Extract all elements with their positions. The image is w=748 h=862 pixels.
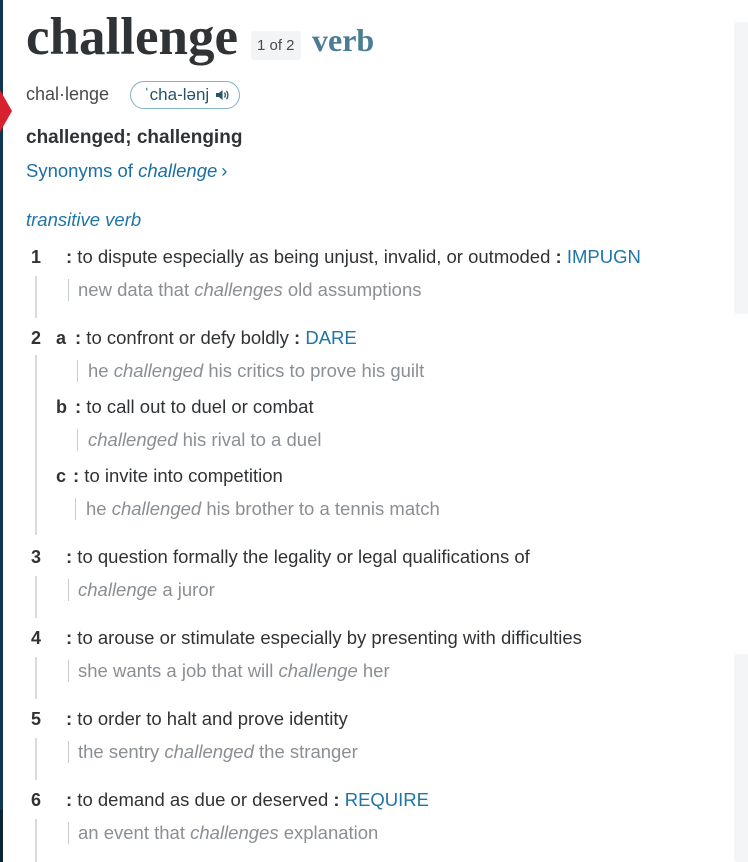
- sense-number: 5: [31, 709, 42, 729]
- sense-number: 1: [31, 247, 42, 267]
- cross-reference-link[interactable]: DARE: [305, 327, 357, 348]
- right-rail-panel-lower: [734, 654, 748, 862]
- headword: challenge: [26, 8, 238, 66]
- example-sentence: he challenged his brother to a tennis match: [86, 498, 440, 519]
- sense-guide-line: [35, 276, 37, 318]
- synonyms-link-word: challenge: [138, 160, 218, 181]
- cross-reference-link[interactable]: REQUIRE: [344, 789, 430, 810]
- example-sentence: he challenged his critics to prove his guilt: [88, 360, 425, 381]
- example-marker: [68, 741, 69, 763]
- sense-number: 4: [31, 628, 42, 648]
- sense-letter: b: [56, 397, 67, 417]
- sense-definition: : to call out to duel or combat: [75, 396, 314, 417]
- example-sentence: she wants a job that will challenge her: [78, 660, 390, 681]
- red-flag-marker: [0, 90, 12, 132]
- example-marker: [68, 822, 69, 844]
- entry-count-badge[interactable]: 1 of 2: [251, 31, 301, 60]
- example-marker: [68, 279, 69, 301]
- sense-number: 2: [31, 328, 42, 348]
- sense-definition: : to confront or defy boldly : DARE: [75, 327, 357, 348]
- synonyms-link[interactable]: [26, 160, 227, 182]
- sense-definition: : to dispute especially as being unjust, invalid, or outmoded : IMPUGN: [66, 246, 641, 267]
- chevron-right-icon: ›: [221, 160, 228, 181]
- example-marker: [77, 360, 78, 382]
- example-sentence: the sentry challenged the stranger: [78, 741, 358, 762]
- function-label[interactable]: verb: [312, 22, 375, 58]
- sense-guide-line: [35, 738, 37, 780]
- example-sentence: challenged his rival to a duel: [88, 429, 322, 450]
- sense-definition: : to question formally the legality or legal qualifications of: [66, 546, 530, 567]
- sense-letter: a: [56, 328, 67, 348]
- part-of-speech-label: transitive verb: [26, 209, 142, 230]
- example-sentence: new data that challenges old assumptions: [78, 279, 422, 300]
- sense-number: 3: [31, 547, 42, 567]
- sense-guide-line: [35, 819, 37, 862]
- synonyms-link-prefix: Synonyms of: [26, 160, 139, 181]
- example-marker: [75, 498, 76, 520]
- inflections: challenged; challenging: [26, 127, 243, 148]
- syllables: chal·lenge: [26, 84, 110, 104]
- example-sentence: an event that challenges explanation: [78, 822, 379, 843]
- sense-letter: c: [56, 466, 67, 486]
- speaker-icon[interactable]: [215, 88, 231, 102]
- sense-number: 6: [31, 790, 42, 810]
- pronunciation-button[interactable]: [130, 81, 240, 109]
- left-edge-bar-dark: [0, 810, 3, 862]
- sense-guide-line: [35, 355, 37, 535]
- sense-definition: : to invite into competition: [73, 465, 283, 486]
- right-rail-panel: [734, 22, 748, 314]
- example-sentence: challenge a juror: [78, 579, 215, 600]
- example-marker: [77, 429, 78, 451]
- pronunciation-text: ˈcha-lənj: [144, 85, 210, 104]
- sense-definition: : to order to halt and prove identity: [66, 708, 348, 729]
- sense-definition: : to arouse or stimulate especially by presenting with difficulties: [66, 627, 582, 648]
- example-marker: [68, 579, 69, 601]
- sense-definition: : to demand as due or deserved : REQUIRE: [66, 789, 430, 810]
- example-marker: [68, 660, 69, 682]
- sense-guide-line: [35, 657, 37, 699]
- sense-guide-line: [35, 576, 37, 618]
- cross-reference-link[interactable]: IMPUGN: [566, 246, 641, 267]
